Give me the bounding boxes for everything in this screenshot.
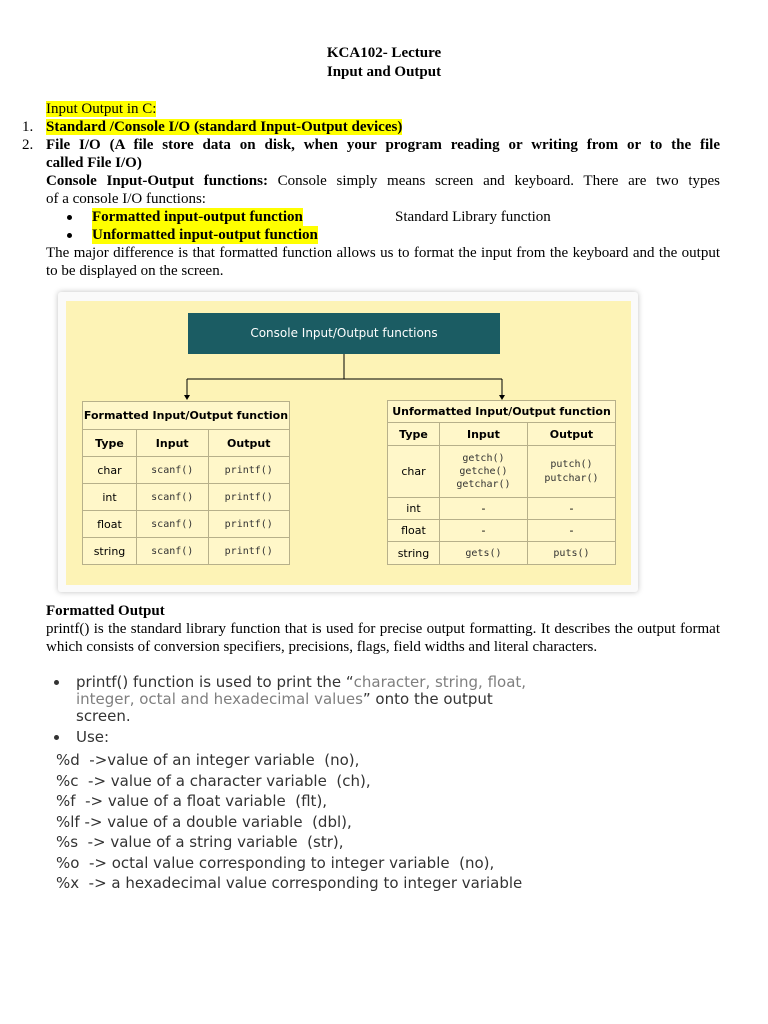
list-number: 1. [22,119,34,135]
output-func: putch() [550,458,593,470]
type-cell: float [83,511,137,538]
slide-text: ” onto the output [362,690,493,708]
formatted-table-caption: Formatted Input/Output function [83,402,290,430]
figure-title: Console Input/Output functions [188,313,500,354]
input-func: getchar() [456,479,511,490]
output-func: putchar() [544,472,599,484]
table-row [388,520,616,542]
bullet-dot [54,735,59,740]
intro-heading-text: Input Output in C: [46,101,157,117]
topic-title: Input and Output [326,64,442,80]
list-item-2-line1: File I/O (A file store data on disk, when your program reading or writing from or to the file [46,137,720,153]
format-specifier-list [50,750,526,894]
input-cell: scanf() [136,457,208,484]
list-item-2 [22,136,33,154]
type-cell: string [83,538,137,565]
input-cell: - [439,498,527,520]
table-row [388,542,616,565]
input-cell: scanf() [136,484,208,511]
input-func: getch() [462,453,505,464]
column-header: Type [388,423,440,446]
unformatted-table-caption: Unformatted Input/Output function [388,401,616,423]
output-cell: printf() [208,511,290,538]
format-spec: %lf -> value of a double variable (dbl), [56,812,352,831]
type-cell: char [83,457,137,484]
format-spec: %s -> value of a string variable (str), [56,833,344,851]
intro-heading [46,100,156,118]
slide-text: integer, octal and hexadecimal values [76,690,363,708]
table-row [388,446,616,498]
format-spec: %f -> value of a float variable (flt), [56,792,328,810]
output-cell: printf() [208,457,290,484]
formatted-output-paragraph: printf() is the standard library function that is used for precise output formatting. It describes the output format which consists of conversion specifiers, precisions, flags, field widths and literal characters. [46,621,720,655]
input-cell: scanf() [136,538,208,565]
output-cell: - [527,520,615,542]
type-cell: string [388,542,440,565]
list-number: 2. [22,137,34,153]
table-row [388,498,616,520]
table-row [83,457,290,484]
output-cell: puts() [527,542,615,565]
input-cell: - [439,520,527,542]
slide-text: printf() function is used to print the “ [76,673,354,691]
output-cell [527,446,615,498]
type-cell: float [388,520,440,542]
bullet-dot [67,233,72,238]
formatted-io-table [82,401,290,565]
figure-connectors [66,300,631,410]
console-paragraph-line1 [46,172,720,190]
slide-bullet-1-cont [50,691,526,708]
list-item-2-line2: called File I/O) [46,155,142,171]
slide-text: Use: [76,728,110,746]
output-cell: printf() [208,484,290,511]
console-label: Console Input-Output functions: [46,173,268,189]
output-cell: - [527,498,615,520]
input-func: getche() [459,466,508,477]
table-row [83,538,290,565]
column-header: Input [136,430,208,457]
bullet-dot [54,680,59,685]
type-cell: int [83,484,137,511]
output-cell: printf() [208,538,290,565]
list-item-1 [22,118,33,136]
input-cell [439,446,527,498]
list-item-1-text [46,118,402,136]
bullet-dot [67,215,72,220]
slide-snippet [50,674,526,894]
column-header: Type [83,430,137,457]
console-desc: Console simply means screen and keyboard. There are two types [267,173,720,189]
format-spec: %d ->value of an integer variable (no), [56,751,360,769]
difference-paragraph: The major difference is that formatted function allows us to format the input from the keyboard and the output to be displayed on the screen. [46,245,720,279]
list-item-1-label: Standard /Console I/O (standard Input-Output devices) [46,119,403,135]
course-title: KCA102- Lecture [326,45,442,61]
input-cell: gets() [439,542,527,565]
slide-text: character, string, float, [353,673,527,691]
console-paragraph-line2: of a console I/O functions: [46,191,206,207]
table-row [83,484,290,511]
table-row [83,511,290,538]
slide-bullet-1-cont2: screen. [76,707,131,725]
format-spec: %o -> octal value corresponding to integer variable (no), [56,853,495,872]
bullet-unformatted-label: Unformatted input-output function [92,227,318,243]
type-cell: char [388,446,440,498]
column-header: Output [208,430,290,457]
formatted-output-heading: Formatted Output [46,603,165,619]
column-header: Output [527,423,615,446]
bullet-note: Standard Library function [395,209,551,225]
column-header: Input [439,423,527,446]
type-cell: int [388,498,440,520]
slide-bullet-2 [50,729,526,746]
slide-bullet-1 [50,674,526,691]
format-spec: %c -> value of a character variable (ch), [56,771,371,790]
bullet-formatted-label: Formatted input-output function [92,209,303,225]
input-cell: scanf() [136,511,208,538]
unformatted-io-table [387,400,616,565]
format-spec: %x -> a hexadecimal value corresponding to integer variable [56,874,523,892]
